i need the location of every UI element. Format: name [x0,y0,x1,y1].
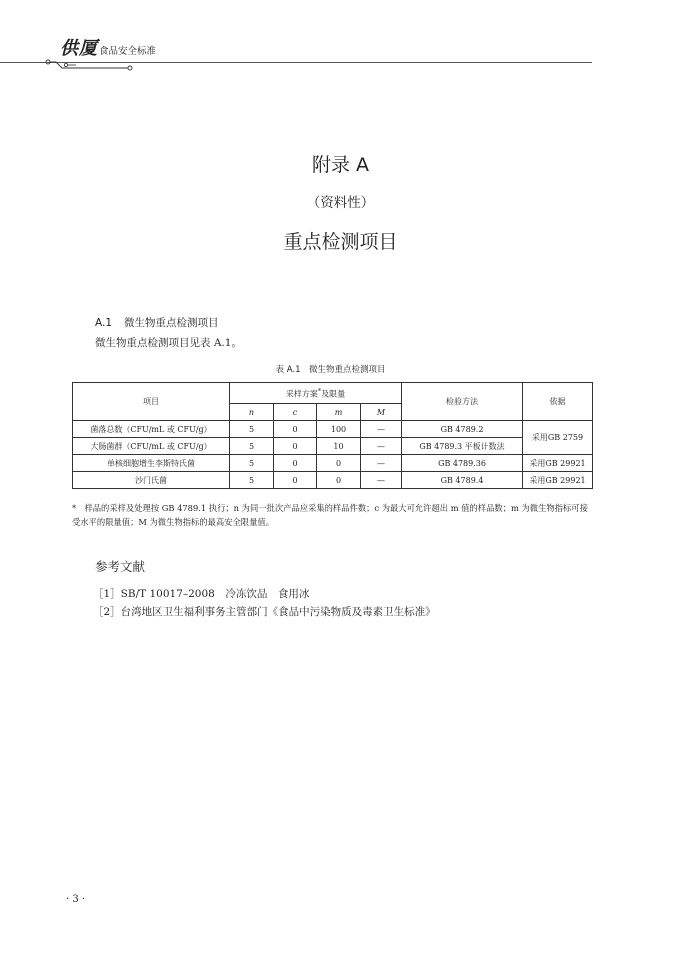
cell-item: 沙门氏菌 [73,472,230,489]
circuit-decoration-icon [40,55,140,77]
cell-n: 5 [230,438,274,455]
cell-basis: 采用GB 29921 [523,472,593,489]
cell-n: 5 [230,472,274,489]
header-sampling-suffix: 及限量 [321,389,346,399]
appendix-note: （资料性） [306,195,375,211]
cell-item: 菌落总数（CFU/mL 或 CFU/g） [73,421,230,438]
cell-c: 0 [274,472,317,489]
cell-c: 0 [274,438,317,455]
section-heading-text: 微生物重点检测项目 [124,317,219,329]
header-m: m [317,404,361,421]
brand-logo-script: 供厦 [60,38,98,59]
header-method: 检验方法 [402,383,523,421]
cell-M: — [361,472,402,489]
table-row [73,438,593,455]
references-heading: 参考文献 [95,559,146,574]
reference-item: ［1］SB/T 10017–2008 冷冻饮品 食用冰 [93,588,310,600]
cell-c: 0 [274,455,317,472]
section-body: 微生物重点检测项目见表 A.1。 [95,337,242,349]
header-c: c [274,404,317,421]
section-heading [95,315,219,330]
cell-m: 100 [317,421,361,438]
cell-basis: 采用GB 2759 [523,421,593,455]
header-n: n [230,404,274,421]
header-sampling-mark: * [317,386,322,395]
section-number: A.1 [95,317,113,329]
cell-m: 0 [317,472,361,489]
header-sampling [230,383,402,404]
header-item: 项目 [73,383,230,421]
main-title: 重点检测项目 [283,231,398,253]
table-row [73,472,593,489]
cell-item: 单核细胞增生李斯特氏菌 [73,455,230,472]
cell-basis: 采用GB 29921 [523,455,593,472]
table-row [73,421,593,438]
cell-M: — [361,421,402,438]
reference-item: ［2］台湾地区卫生福利事务主管部门《食品中污染物质及毒素卫生标准》 [93,606,436,618]
header-basis: 依据 [523,383,593,421]
cell-n: 5 [230,421,274,438]
table-caption: 表 A.1 微生物重点检测项目 [275,365,386,375]
cell-c: 0 [274,421,317,438]
cell-m: 10 [317,438,361,455]
microbiology-table [72,382,593,489]
brand-title: 食品安全标准 [99,46,157,57]
cell-method: GB 4789.2 [402,421,523,438]
page-number: · 3 · [66,894,86,905]
table-footnote: * 样品的采样及处理按 GB 4789.1 执行；n 为同一批次产品应采集的样品件数；c 为最大可允许超出 m 值的样品数；m 为微生物指标可接受水平的限量值；M 为微生物指标的最高安全限量值。 [72,503,588,527]
appendix-title: 附录 A [311,154,370,176]
cell-M: — [361,455,402,472]
table-row [73,455,593,472]
header-sampling-text: 采样方案 [285,389,318,399]
cell-method: GB 4789.36 [402,455,523,472]
cell-item: 大肠菌群（CFU/mL 或 CFU/g） [73,438,230,455]
cell-method: GB 4789.4 [402,472,523,489]
cell-M: — [361,438,402,455]
header-M: M [361,404,402,421]
cell-n: 5 [230,455,274,472]
cell-method: GB 4789.3 平板计数法 [402,438,523,455]
cell-m: 0 [317,455,361,472]
